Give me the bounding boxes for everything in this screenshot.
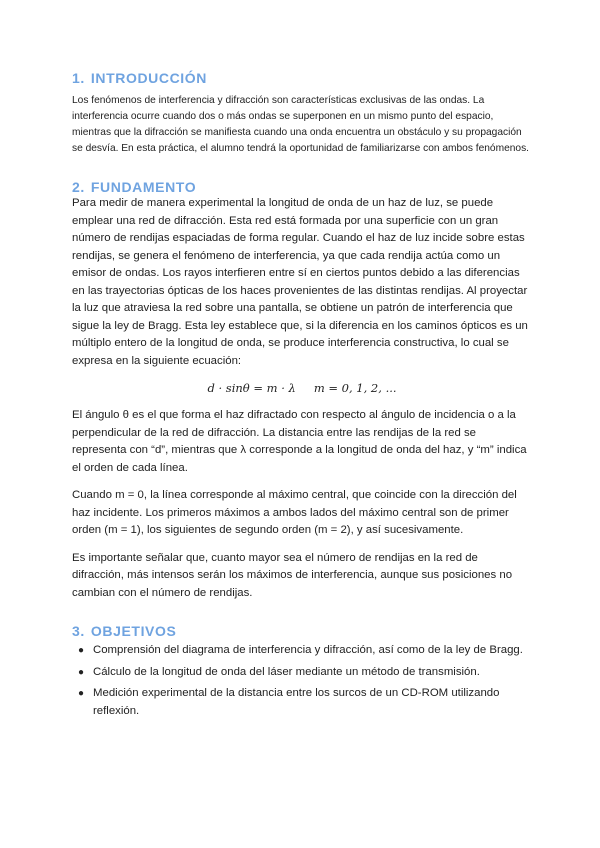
fundamento-paragraph-1: Para medir de manera experimental la longitud de onda de un haz de luz, se puede emplear una red de difracción. Esta red está formada por una superficie con un gran número de rendijas espaciadas de forma regular. Cuando el haz de luz incide sobre estas rendijas, se genera el fenómeno de interferencia, ya que cada rendija actúa como un emisor de ondas. Los rayos interfieren entre sí en ciertos puntos debido a las diferencias en las trayectorias ópticas de los haces provenientes de las distintas rendijas. Al proyectar la luz que atraviesa la red sobre una pantalla, se obtiene un patrón de interferencia que sigue la ley de Bragg. Esta ley establece que, si la diferencia en los caminos ópticos es un múltiplo entero de la longitud de onda, se produce interferencia constructiva, lo cual se expresa en la siguiente ecuación: bbox=[72, 197, 528, 367]
objectives-list bbox=[72, 642, 532, 720]
section-objetivos bbox=[72, 623, 532, 720]
bragg-equation bbox=[72, 381, 532, 395]
equation-orders: m = 0, 1, 2, ... bbox=[313, 381, 397, 395]
objective-text: Medición experimental de la distancia entre los surcos de un CD-ROM utilizando reflexión. bbox=[93, 687, 500, 717]
bullet-icon: ● bbox=[78, 645, 85, 656]
section-title: OBJETIVOS bbox=[90, 623, 177, 639]
document-page bbox=[72, 70, 532, 724]
intro-paragraph: Los fenómenos de interferencia y difracción son características exclusivas de las ondas. La interferencia ocurre cuando dos o más ondas se superponen en un mismo punto del espacio, mientras que la difracción se manifiesta cuando una onda encuentra un obstáculo y su propagación se desvía. En esta práctica, el alumno tendrá la oportunidad de familiarizarse con ambos fenómenos. bbox=[72, 95, 529, 154]
section-heading-objetivos bbox=[72, 623, 532, 639]
section-heading-fundamento bbox=[72, 179, 532, 195]
section-title: INTRODUCCIÓN bbox=[90, 70, 207, 86]
section-title: FUNDAMENTO bbox=[90, 179, 197, 195]
section-number: 3. bbox=[72, 623, 85, 639]
list-item bbox=[72, 685, 532, 720]
fundamento-paragraph-4: Es importante señalar que, cuanto mayor sea el número de rendijas en la red de difracción, más intensos serán los máximos de interferencia, aunque sus posiciones no cambian con el número de rendijas. bbox=[72, 551, 513, 599]
list-item bbox=[72, 642, 532, 660]
equation-main: d · sinθ = m · λ bbox=[207, 381, 296, 395]
section-heading-introduccion bbox=[72, 70, 532, 86]
section-fundamento bbox=[72, 179, 532, 602]
fundamento-paragraph-3: Cuando m = 0, la línea corresponde al máximo central, que coincide con la dirección del haz incidente. Los primeros máximos a ambos lados del máximo central son de primer orden (m = 1), los siguientes de segundo orden (m = 2), y así sucesivamente. bbox=[72, 489, 517, 536]
bullet-icon: ● bbox=[78, 688, 85, 699]
list-item bbox=[72, 664, 532, 682]
section-introduccion bbox=[72, 70, 532, 157]
objective-text: Comprensión del diagrama de interferencia y difracción, así como de la ley de Bragg. bbox=[93, 644, 523, 656]
bullet-icon: ● bbox=[78, 666, 85, 678]
section-number: 1. bbox=[72, 70, 85, 86]
section-number: 2. bbox=[72, 179, 85, 195]
objective-text: Cálculo de la longitud de onda del láser mediante un método de transmisión. bbox=[93, 665, 480, 678]
fundamento-paragraph-2: El ángulo θ es el que forma el haz difractado con respecto al ángulo de incidencia o a la perpendicular de la red de difracción. La distancia entre las rendijas de la red se representa con “d”, mientras que λ corresponde a la longitud de onda del haz, y “m” indica el orden de cada línea. bbox=[72, 409, 527, 474]
